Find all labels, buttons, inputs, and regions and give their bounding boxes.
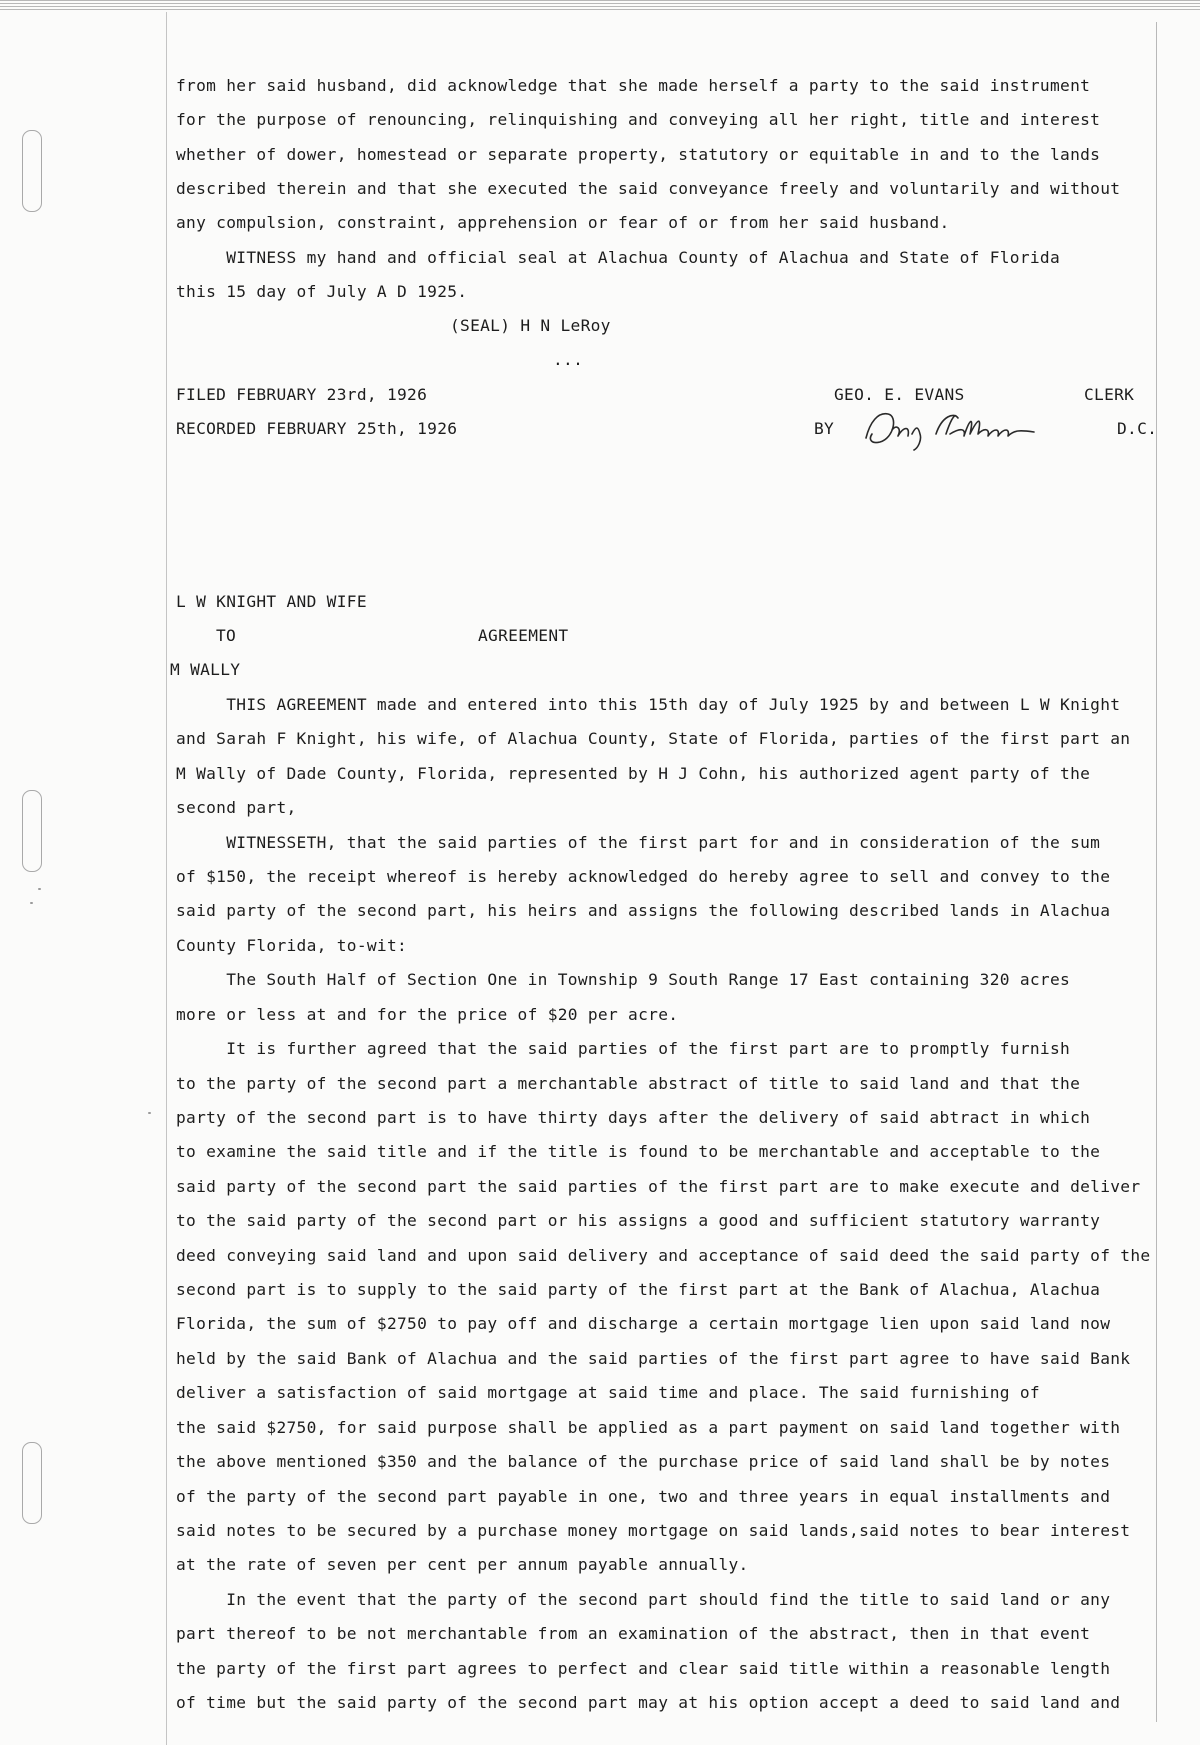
witness-line: this 15 day of July A D 1925.: [176, 282, 468, 301]
paper-speck: [148, 1112, 151, 1114]
acknowledgment-line: from her said husband, did acknowledge that she made herself a party to the said instrument: [176, 76, 1091, 95]
agreement-line: to the said party of the second part or his assigns a good and sufficient statutory warranty: [176, 1211, 1101, 1230]
acknowledgment-line: whether of dower, homestead or separate property, statutory or equitable in and to the lands: [176, 145, 1101, 164]
agreement-line: THIS AGREEMENT made and entered into this 15th day of July 1925 by and between L W Knight: [176, 695, 1121, 714]
agreement-line: In the event that the party of the second part should find the title to said land or any: [176, 1590, 1111, 1609]
agreement-line: deliver a satisfaction of said mortgage at said time and place. The said furnishing of: [176, 1383, 1040, 1402]
agreement-line: said party of the second part, his heirs and assigns the following described lands in Alachua: [176, 901, 1111, 920]
clerk-title: CLERK: [1084, 385, 1135, 404]
agreement-line: at the rate of seven per cent per annum payable annually.: [176, 1555, 749, 1574]
agreement-line: of time but the said party of the second part may at his option accept a deed to said land and: [176, 1693, 1121, 1712]
agreement-line: and Sarah F Knight, his wife, of Alachua County, State of Florida, parties of the first part an: [176, 729, 1131, 748]
agreement-line: Florida, the sum of $2750 to pay off and discharge a certain mortgage lien upon said land now: [176, 1314, 1111, 1333]
witness-line: WITNESS my hand and official seal at Alachua County of Alachua and State of Florida: [176, 248, 1061, 267]
agreement-line: more or less at and for the price of $20 per acre.: [176, 1005, 679, 1024]
parties-from: L W KNIGHT AND WIFE: [176, 592, 367, 611]
agreement-line: deed conveying said land and upon said delivery and acceptance of said deed the said party of the: [176, 1246, 1151, 1265]
acknowledgment-line: any compulsion, constraint, apprehension or fear of or from her said husband.: [176, 213, 950, 232]
agreement-line: County Florida, to-wit:: [176, 936, 408, 955]
seal-line: (SEAL) H N LeRoy: [450, 316, 611, 335]
clerk-name: GEO. E. EVANS: [834, 385, 965, 404]
acknowledgment-line: for the purpose of renouncing, relinquishing and conveying all her right, title and interest: [176, 110, 1101, 129]
agreement-line: second part is to supply to the said party of the first part at the Bank of Alachua, Alachua: [176, 1280, 1101, 1299]
parties-to: TO: [216, 626, 237, 645]
instrument-type: AGREEMENT: [478, 626, 569, 645]
binder-hole-icon: [22, 130, 42, 212]
agreement-line: held by the said Bank of Alachua and the said parties of the first part agree to have said Bank: [176, 1349, 1131, 1368]
acknowledgment-line: described therein and that she executed the said conveyance freely and voluntarily and without: [176, 179, 1121, 198]
agreement-line: the said $2750, for said purpose shall be applied as a part payment on said land together with: [176, 1418, 1121, 1437]
binder-hole-icon: [22, 790, 42, 872]
handwritten-signature-icon: [858, 404, 1058, 452]
agreement-line: of the party of the second part payable in one, two and three years in equal installments and: [176, 1487, 1111, 1506]
binder-hole-icon: [22, 1442, 42, 1524]
agreement-line: The South Half of Section One in Township 9 South Range 17 East containing 320 acres: [176, 970, 1071, 989]
paper-speck: [38, 888, 41, 890]
agreement-line: WITNESSETH, that the said parties of the first part for and in consideration of the sum: [176, 833, 1101, 852]
agreement-line: second part,: [176, 798, 297, 817]
agreement-line: to the party of the second part a merchantable abstract of title to said land and that the: [176, 1074, 1081, 1093]
paper-speck: [30, 902, 33, 904]
agreement-line: of $150, the receipt whereof is hereby acknowledged do hereby agree to sell and convey to the: [176, 867, 1111, 886]
agreement-line: the party of the first part agrees to perfect and clear said title within a reasonable length: [176, 1659, 1111, 1678]
agreement-line: party of the second part is to have thirty days after the delivery of said abtract in which: [176, 1108, 1091, 1127]
agreement-line: part thereof to be not merchantable from an examination of the abstract, then in that event: [176, 1624, 1091, 1643]
deputy-clerk-label: D.C.: [1117, 419, 1158, 438]
agreement-line: to examine the said title and if the title is found to be merchantable and acceptable to the: [176, 1142, 1101, 1161]
separator-dots: ...: [553, 350, 584, 369]
agreement-line: It is further agreed that the said parties of the first part are to promptly furnish: [176, 1039, 1071, 1058]
agreement-line: M Wally of Dade County, Florida, represented by H J Cohn, his authorized agent party of the: [176, 764, 1091, 783]
filed-date: FILED FEBRUARY 23rd, 1926: [176, 385, 428, 404]
agreement-line: said party of the second part the said parties of the first part are to make execute and deliver: [176, 1177, 1141, 1196]
right-page-edge: [1156, 22, 1157, 1722]
top-rule: [0, 0, 1200, 12]
parties-grantee: M WALLY: [170, 660, 241, 679]
agreement-line: the above mentioned $350 and the balance of the purchase price of said land shall be by notes: [176, 1452, 1111, 1471]
by-label: BY: [814, 419, 835, 438]
recorded-date: RECORDED FEBRUARY 25th, 1926: [176, 419, 458, 438]
left-margin-line: [166, 12, 167, 1745]
agreement-line: said notes to be secured by a purchase money mortgage on said lands,said notes to bear interest: [176, 1521, 1131, 1540]
